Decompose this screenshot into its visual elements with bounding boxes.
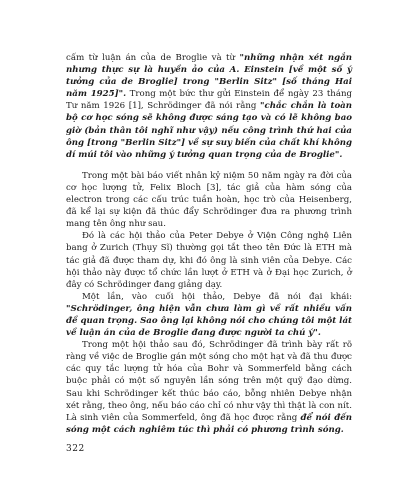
emphasized-text: "những nhận xét ngắn nhưng thực sự là huyền ảo của A. Einstein [về một số ý tưởng của de Broglie] trong "Berlin Sitz" [số tháng Hai năm 1925]". (66, 53, 353, 100)
paragraph (66, 230, 352, 290)
text-segment: Một lần, vào cuối hội thảo, Debye đã nói đại khái: (82, 291, 352, 302)
emphasized-text: "Schrödinger, ông hiện vẫn chưa làm gì về rất nhiều vấn đề quan trọng. Sao ông lại không nói cho chúng tôi một lát về luận án của de Broglie đang được người ta chú ý". (66, 303, 352, 339)
paragraph (66, 52, 352, 161)
text-segment: Đó là các hội thảo của Peter Debye ở Viện Công nghệ Liên bang ở Zurich (Thụy Sĩ) thường gọi tắt theo tên Đức là ETH mà tác giả đã được tham dự, khi đó ông là sinh viên của Debye. Các hội thảo này được tổ chức lần lượt ở ETH và ở Đại học Zurich, ở đây có Schrödinger đang giảng dạy. (66, 231, 352, 290)
text-segment: Trong một bài báo viết nhân kỷ niệm 50 năm ngày ra đời của cơ học lượng tử, Felix Bloch [3], tác giả của hàm sóng của electron trong các cấu trúc tuần hoàn, học trò của Heisenberg, đã kể lại sự kiện đã thúc đẩy Schrödinger đưa ra phương trình mang tên ông như sau. (66, 170, 352, 230)
body-text (66, 52, 352, 436)
paragraph (66, 339, 352, 436)
text-segment: Trong một hội thảo sau đó, Schrödinger đã trình bày rất rõ ràng về việc de Broglie gán một sóng cho một hạt và đã thu được các quy tắc lượng tử hóa của Bohr và Sommerfeld bằng cách buộc phải có một số nguyên lần sóng trên một quỹ đạo dừng. Sau khi Schrödinger kết thúc báo cáo, bỗng nhiên Debye nhận xét rằng, theo ông, nếu báo cáo chỉ có như vậy thì thật là con nít. Là sinh viên của Sommerfeld, ông đã học được rằng (66, 340, 352, 423)
page-number: 322 (66, 444, 85, 454)
emphasized-text: để nói đến sóng một cách nghiêm túc thì phải có phương trình sóng. (66, 412, 352, 435)
paragraph (66, 291, 352, 339)
text-segment: Trong một bức thư gửi Einstein để ngày 23 tháng Tư năm 1926 [1], Schrödinger đã nói rằng (66, 89, 352, 112)
text-segment: cấm từ luận án của de Broglie và từ (66, 53, 240, 63)
paragraph (66, 170, 352, 230)
emphasized-text: "chắc chắn là toàn bộ cơ học sóng sẽ không được sáng tạo và có lẽ không bao giờ (bản thân tôi nghĩ như vậy) nếu công trình thứ hai của ông [trong "Berlin Sitz"] về sự suy biến của chất khí không dí múi tôi vào những ý tưởng quan trọng của de Broglie". (66, 101, 352, 160)
